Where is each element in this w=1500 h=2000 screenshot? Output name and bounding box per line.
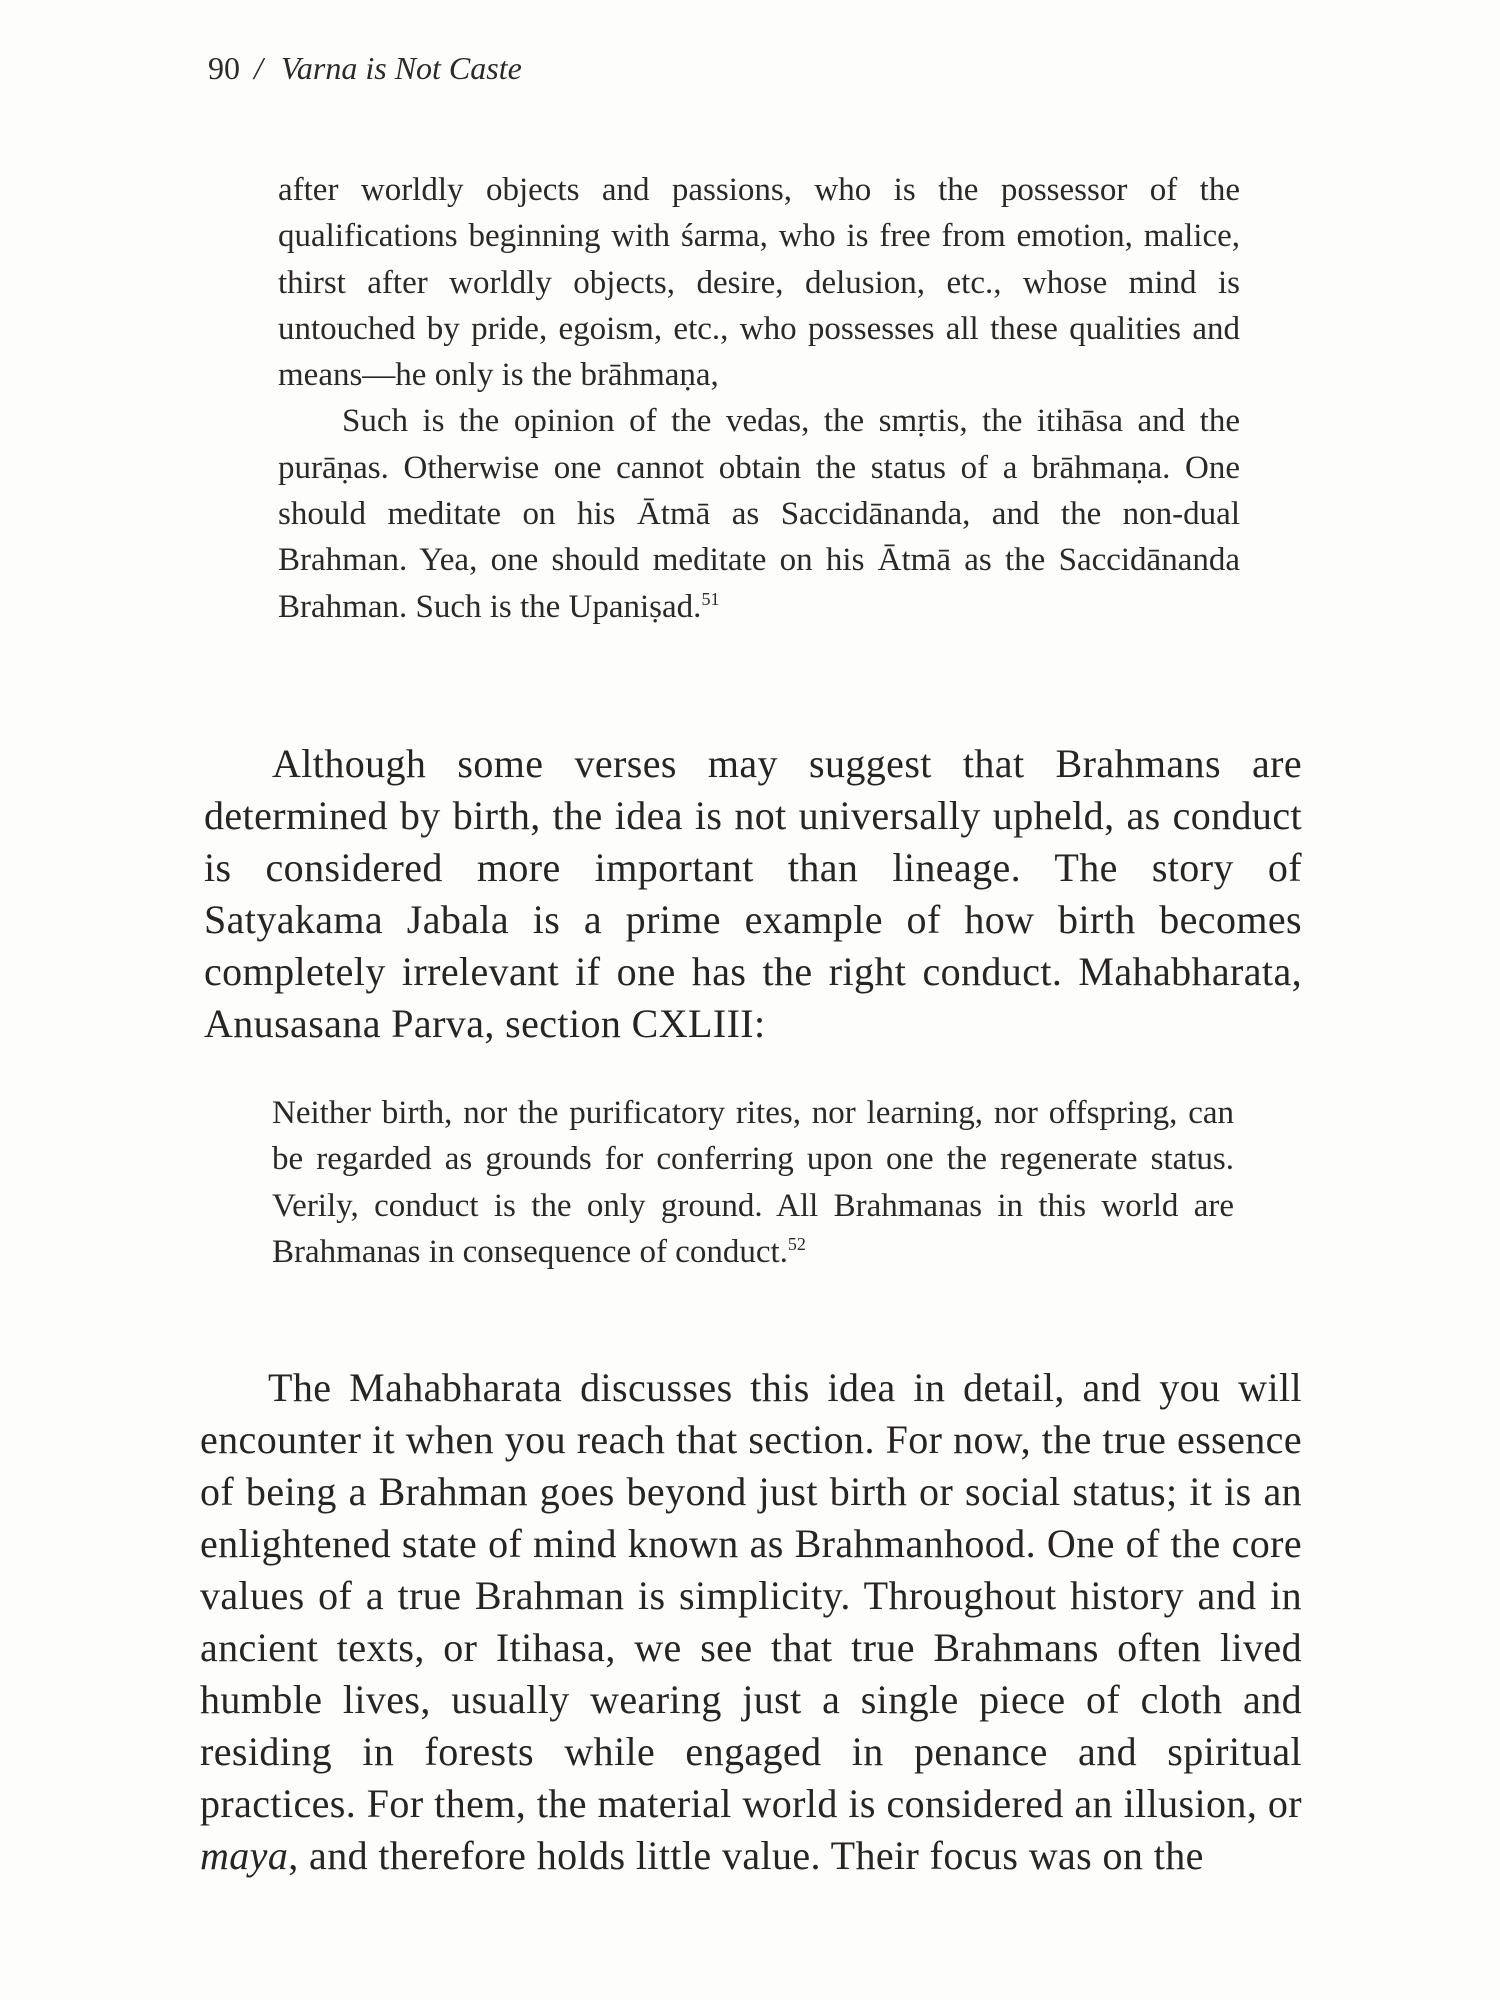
- quote-paragraph: [278, 398, 1240, 629]
- footnote-reference: 52: [787, 1233, 806, 1254]
- quote-paragraph: after worldly objects and passions, who is the possessor of the qualifications beginning with śarma, who is free from emotion, malice, thirst after worldly objects, desire, delusion, etc., whose mind is untouched by pride, egoism, etc., who possesses all these qualities and means—he only is the brāhmaṇa,: [278, 172, 1240, 394]
- body-paragraph: [200, 1362, 1302, 1882]
- block-quote-brahmana-qualities: [278, 167, 1240, 630]
- quote-text: Neither birth, nor the purificatory rites, nor learning, nor offspring, can be regarded as grounds for conferring upon one the regenerate status. Verily, conduct is the only ground. All Brahmanas in this world are Brahmanas in consequence of conduct.: [272, 1095, 1234, 1270]
- book-title: Varna is Not Caste: [280, 50, 522, 86]
- body-paragraph: Although some verses may suggest that Brahmans are determined by birth, the idea is not universally upheld, as conduct is considered more important than lineage. The story of Satyakama Jabala is a prime example of how birth becomes completely irrelevant if one has the right conduct. Mahabharata, Anusasana Parva, section CXLIII:: [204, 741, 1302, 1046]
- running-header: [208, 46, 522, 90]
- paragraph-text: , and therefore holds little value. Their focus was on the: [288, 1833, 1204, 1878]
- quote-text: Such is the opinion of the vedas, the smṛtis, the itihāsa and the purāṇas. Otherwise one cannot obtain the status of a brāhmaṇa. One should meditate on his Ātmā as Saccidānanda, and the non-dual Brahman. Yea, one should meditate on his Ātmā as the Saccidānanda Brahman. Such is the Upaniṣad.: [278, 403, 1240, 625]
- header-separator: /: [254, 50, 263, 86]
- emphasized-term: maya: [200, 1833, 289, 1878]
- block-quote-mahabharata: [272, 1090, 1234, 1275]
- footnote-reference: 51: [701, 588, 720, 609]
- quote-paragraph: [272, 1090, 1234, 1275]
- page-number: 90: [208, 50, 240, 86]
- paragraph-text: The Mahabharata discusses this idea in detail, and you will encounter it when you reach that section. For now, the true essence of being a Brahman goes beyond just birth or social status; it is an enlightened state of mind known as Brahmanhood. One of the core values of a true Brahman is simplicity. Throughout history and in ancient texts, or Itihasa, we see that true Brahmans often lived humble lives, usually wearing just a single piece of cloth and residing in forests while engaged in penance and spiritual practices. For them, the material world is considered an illusion, or: [200, 1365, 1302, 1826]
